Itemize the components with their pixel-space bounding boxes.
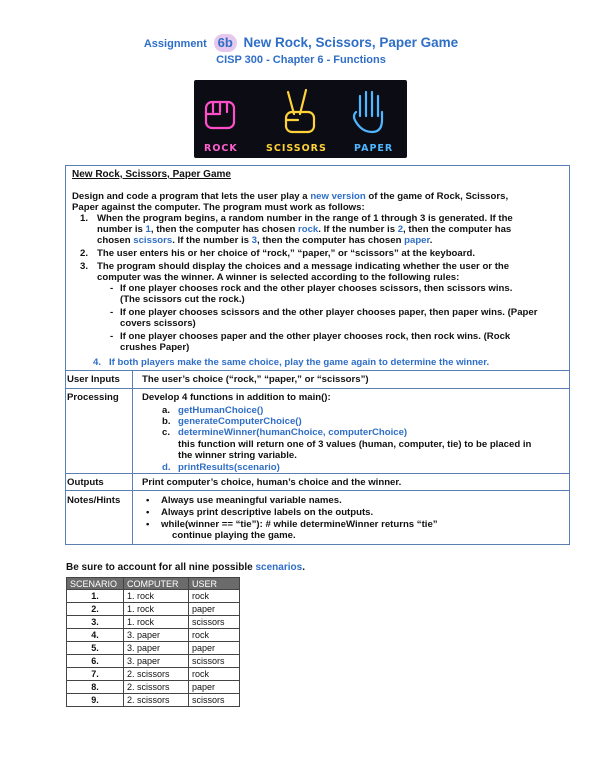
row-label-notes-hints: Notes/Hints — [67, 495, 121, 506]
user-choice: rock — [189, 590, 240, 603]
table-row — [67, 616, 240, 629]
computer-choice: 3. paper — [124, 642, 189, 655]
row-label-user-inputs: User Inputs — [67, 374, 120, 385]
function-name: generateComputerChoice() — [178, 416, 302, 427]
rule-text: If one player chooses scissors and the other player chooses paper, then paper wins. (Paper — [120, 307, 538, 318]
table-header-row — [67, 578, 240, 590]
bullet-dash: - — [110, 331, 114, 342]
open-hand-icon — [354, 92, 382, 132]
column-divider — [132, 370, 133, 545]
table-row — [67, 668, 240, 681]
victory-hand-icon — [286, 90, 314, 132]
column-header-computer: COMPUTER — [124, 578, 189, 590]
user-choice: paper — [189, 681, 240, 694]
list-number: 2. — [80, 248, 89, 259]
description-title: New Rock, Scissors, Paper Game — [72, 169, 231, 180]
scenario-number: 6. — [67, 655, 124, 668]
list-item-text: chosen scissors. If the number is 3, then the computer has chosen paper. — [97, 235, 433, 246]
scenarios-table — [66, 577, 240, 707]
description-text: Paper against the computer. The program must work as follows: — [72, 202, 365, 213]
scenario-number: 7. — [67, 668, 124, 681]
rule-text: If one player chooses rock and the other player chooses scissors, then scissors wins. — [120, 283, 513, 294]
table-row — [67, 681, 240, 694]
assignment-title: New Rock, Scissors, Paper Game — [243, 35, 459, 50]
fist-icon — [206, 102, 234, 128]
scenario-number: 5. — [67, 642, 124, 655]
assignment-label: Assignment — [143, 38, 207, 50]
bullet-dash: - — [110, 307, 114, 318]
function-name: printResults(scenario) — [178, 462, 280, 473]
column-header-scenario: SCENARIO — [67, 578, 124, 590]
list-item-text: When the program begins, a random number in the range of 1 through 3 is generated. If the — [97, 213, 513, 224]
row-label-processing: Processing — [67, 392, 119, 403]
rock-scissors-paper-banner — [194, 80, 407, 158]
list-item-text: If both players make the same choice, play the game again to determine the winner. — [109, 357, 490, 368]
user-choice: scissors — [189, 655, 240, 668]
list-number: 3. — [80, 261, 89, 272]
banner-rock-label: ROCK — [204, 143, 238, 154]
rule-text: If one player chooses paper and the other player chooses rock, then rock wins. (Rock — [120, 331, 511, 342]
banner-scissors-label: SCISSORS — [266, 143, 327, 154]
computer-choice: 2. scissors — [124, 681, 189, 694]
table-row — [67, 603, 240, 616]
scenario-number: 2. — [67, 603, 124, 616]
user-choice: rock — [189, 629, 240, 642]
hint-text: Always print descriptive labels on the outputs. — [161, 507, 374, 518]
user-inputs-value: The user’s choice (“rock,” “paper,” or “scissors”) — [142, 374, 369, 385]
rule-text: (The scissors cut the rock.) — [120, 294, 245, 305]
function-letter: c. — [162, 427, 171, 438]
scenarios-label: Be sure to account for all nine possible scenarios. — [66, 562, 305, 573]
hint-text: while(winner == “tie”): # while determineWinner returns “tie” — [161, 519, 438, 530]
computer-choice: 1. rock — [124, 603, 189, 616]
hint-text: continue playing the game. — [172, 530, 296, 541]
user-choice: scissors — [189, 616, 240, 629]
user-choice: paper — [189, 642, 240, 655]
computer-choice: 3. paper — [124, 629, 189, 642]
rule-text: covers scissors) — [120, 318, 196, 329]
outputs-value: Print computer’s choice, human’s choice and the winner. — [142, 477, 402, 488]
row-label-outputs: Outputs — [67, 477, 104, 488]
column-header-user: USER — [189, 578, 240, 590]
scenario-number: 9. — [67, 694, 124, 707]
bullet-dot: • — [146, 519, 150, 530]
list-item-text: The user enters his or her choice of “rock,” “paper,” or “scissors” at the keyboard. — [97, 248, 476, 259]
specification-table — [65, 165, 570, 545]
function-note: this function will return one of 3 values (human, computer, tie) to be placed in — [178, 439, 532, 450]
function-name: getHumanChoice() — [178, 405, 264, 416]
user-choice: paper — [189, 603, 240, 616]
document-header — [0, 34, 602, 67]
user-choice: scissors — [189, 694, 240, 707]
processing-intro: Develop 4 functions in addition to main(): — [142, 392, 331, 403]
bullet-dot: • — [146, 495, 150, 506]
page-title — [0, 34, 602, 53]
table-row — [67, 694, 240, 707]
scenario-number: 8. — [67, 681, 124, 694]
user-choice: rock — [189, 668, 240, 681]
list-number: 4. — [93, 357, 102, 368]
rule-text: crushes Paper) — [120, 342, 190, 353]
table-row — [67, 642, 240, 655]
description-text: Design and code a program that lets the user play a new version of the game of Rock, Scissors, — [72, 191, 509, 202]
function-note: the winner string variable. — [178, 450, 297, 461]
function-name: determineWinner(humanChoice, computerChoice) — [178, 427, 408, 438]
divider — [66, 370, 569, 371]
computer-choice: 2. scissors — [124, 668, 189, 681]
bullet-dash: - — [110, 283, 114, 294]
computer-choice: 1. rock — [124, 590, 189, 603]
list-number: 1. — [80, 213, 89, 224]
course-subtitle: CISP 300 - Chapter 6 - Functions — [216, 54, 386, 66]
computer-choice: 3. paper — [124, 655, 189, 668]
scenario-number: 1. — [67, 590, 124, 603]
list-item-text: number is 1, then the computer has chosen rock. If the number is 2, then the computer has — [97, 224, 512, 235]
function-letter: a. — [162, 405, 171, 416]
computer-choice: 2. scissors — [124, 694, 189, 707]
list-item-text: computer was the winner. A winner is selected according to the following rules: — [97, 272, 460, 283]
list-item-text: The program should display the choices and a message indicating whether the user or the — [97, 261, 510, 272]
scenario-number: 3. — [67, 616, 124, 629]
function-letter: d. — [162, 462, 171, 473]
computer-choice: 1. rock — [124, 616, 189, 629]
banner-paper-label: PAPER — [354, 143, 394, 154]
table-row — [67, 629, 240, 642]
table-row — [67, 590, 240, 603]
scenario-number: 4. — [67, 629, 124, 642]
hint-text: Always use meaningful variable names. — [161, 495, 342, 506]
divider — [66, 473, 569, 474]
divider — [66, 490, 569, 491]
assignment-badge: 6b — [214, 34, 237, 52]
bullet-dot: • — [146, 507, 150, 518]
divider — [66, 388, 569, 389]
function-letter: b. — [162, 416, 171, 427]
table-row — [67, 655, 240, 668]
